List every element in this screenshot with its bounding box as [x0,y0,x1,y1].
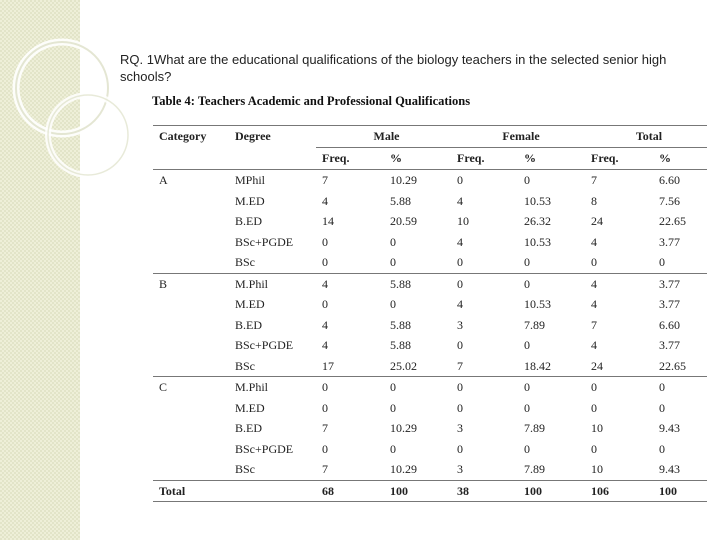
total-cell-male-percent: 100 [384,480,451,502]
cell-total-freq: 4 [591,338,597,352]
cell-male-percent: 5.88 [390,193,411,208]
cell-male-freq: 0 [322,255,328,269]
cell-total-percent: 0 [659,441,665,456]
subheader-total-percent: % [653,148,707,170]
table-row [153,439,707,460]
cell-total-percent: 3.77 [659,234,680,249]
table-body [153,170,707,502]
cell-female-freq: 0 [457,400,463,415]
cell-total-freq: 4 [591,234,597,249]
cell-female-freq: 10 [457,214,469,228]
table-row [153,252,707,273]
research-question: RQ. 1What are the educational qualifications of the biology teachers in the selected senior high schools? [120,52,667,84]
cell-category [153,294,229,315]
cell-female-percent: 0 [524,338,530,352]
cell-male-percent: 5.88 [390,338,411,352]
cell-category: C [153,377,229,398]
cell-female-percent: 26.32 [524,214,551,228]
cell-female-freq: 0 [457,173,463,187]
cell-female-freq: 0 [451,377,518,398]
cell-category [153,232,229,253]
table-row [153,191,707,212]
cell-category [153,191,229,212]
subheader-male-percent: % [384,148,451,170]
cell-male-percent: 10.29 [390,173,417,187]
cell-category: A [159,173,168,187]
cell-female-freq: 0 [451,273,518,294]
table-row [153,273,707,294]
cell-male-freq: 17 [322,358,334,373]
cell-male-percent: 0 [390,255,396,269]
table-total-row [153,480,707,502]
cell-total-percent: 9.43 [659,462,680,476]
cell-degree: B.ED [235,214,262,228]
cell-degree: M.ED [235,400,265,415]
cell-total-freq: 24 [591,214,603,228]
cell-total-percent: 3.77 [659,338,680,352]
cell-male-freq: 0 [316,377,384,398]
cell-total-percent: 3.77 [659,297,680,311]
cell-total-freq: 7 [591,317,597,332]
cell-degree: BSc [235,255,256,269]
cell-category: B [153,273,229,294]
cell-category [153,315,229,336]
cell-female-freq: 0 [457,441,463,456]
cell-male-freq: 4 [322,317,328,332]
cell-total-freq: 0 [585,377,653,398]
column-group-female: Female [451,126,585,148]
cell-male-percent: 25.02 [390,358,417,373]
cell-degree: M.Phil [229,377,316,398]
table-title: Table 4: Teachers Academic and Professional Qualifications [152,94,471,108]
cell-male-freq: 7 [322,462,328,476]
cell-male-percent: 0 [384,377,451,398]
cell-female-percent: 0 [518,273,585,294]
cell-female-freq: 3 [457,317,463,332]
table-row [153,170,707,191]
cell-total-percent: 0 [659,400,665,415]
cell-male-percent: 0 [390,297,396,311]
table-row [153,335,707,356]
table-row [153,232,707,253]
qualifications-table [153,125,707,502]
cell-female-percent: 0 [524,173,530,187]
cell-total-freq: 24 [591,358,603,373]
cell-female-freq: 0 [457,338,463,352]
subheader-male-freq: Freq. [316,148,384,170]
cell-male-percent: 5.88 [384,273,451,294]
cell-total-freq: 8 [591,193,597,208]
cell-female-freq: 4 [457,297,463,311]
cell-male-freq: 14 [322,214,334,228]
cell-degree: M.ED [235,193,265,208]
decorative-sidebar [0,0,80,540]
cell-male-percent: 5.88 [390,317,411,332]
cell-total-freq: 0 [591,255,597,269]
total-cell-category: Total [153,480,229,502]
cell-female-percent: 0 [518,377,585,398]
cell-male-freq: 0 [322,441,328,456]
cell-male-freq: 0 [322,234,328,249]
cell-total-freq: 4 [591,297,597,311]
total-cell-total-percent: 100 [653,480,707,502]
cell-category [153,211,229,232]
cell-total-percent: 22.65 [659,358,686,373]
cell-male-freq: 0 [322,400,328,415]
cell-category [153,439,229,460]
cell-degree: BSc [235,462,256,476]
cell-male-percent: 0 [390,234,396,249]
table-row [153,315,707,336]
cell-category [153,459,229,480]
cell-degree: B.ED [235,421,262,435]
cell-female-percent: 10.53 [524,234,551,249]
cell-female-percent: 0 [524,255,530,269]
subheader-female-percent: % [518,148,585,170]
cell-female-percent: 10.53 [524,193,551,208]
subheader-blank [229,148,316,170]
cell-male-freq: 7 [322,173,328,187]
cell-male-freq: 4 [322,193,328,208]
cell-male-percent: 0 [390,441,396,456]
cell-female-freq: 4 [457,234,463,249]
table-row [153,211,707,232]
cell-total-percent: 7.56 [659,193,680,208]
column-group-male: Male [316,126,451,148]
column-header-category: Category [153,126,229,148]
cell-degree: BSc+PGDE [235,234,294,249]
cell-total-freq: 4 [585,273,653,294]
cell-female-freq: 7 [457,358,463,373]
subheader-total-freq: Freq. [585,148,653,170]
table-subheader-row [153,148,707,170]
cell-category [153,418,229,439]
cell-category [153,398,229,419]
cell-total-percent: 22.65 [659,214,686,228]
table-row [153,418,707,439]
cell-total-freq: 7 [591,173,597,187]
cell-total-freq: 10 [591,462,603,476]
cell-female-freq: 0 [457,255,463,269]
cell-female-percent: 0 [524,400,530,415]
cell-male-percent: 10.29 [390,462,417,476]
cell-female-percent: 7.89 [524,317,545,332]
cell-female-percent: 7.89 [524,462,545,476]
cell-total-freq: 10 [591,421,603,435]
cell-female-percent: 0 [524,441,530,456]
cell-degree: BSc+PGDE [235,441,294,456]
cell-total-percent: 3.77 [653,273,707,294]
cell-male-freq: 0 [322,297,328,311]
cell-female-percent: 10.53 [524,297,551,311]
table-row [153,377,707,398]
cell-male-percent: 20.59 [390,214,417,228]
total-cell-female-percent: 100 [518,480,585,502]
table-group-header-row [153,126,707,148]
cell-total-percent: 9.43 [659,421,680,435]
table-row [153,398,707,419]
cell-degree: BSc+PGDE [235,338,294,352]
cell-male-percent: 0 [390,400,396,415]
cell-female-percent: 7.89 [524,421,545,435]
table-row [153,459,707,480]
cell-female-freq: 3 [457,462,463,476]
cell-female-freq: 3 [457,421,463,435]
total-cell-total-freq: 106 [585,480,653,502]
cell-male-freq: 4 [322,338,328,352]
cell-degree: M.ED [235,297,265,311]
cell-male-freq: 4 [316,273,384,294]
subheader-blank [153,148,229,170]
cell-category [153,335,229,356]
column-header-degree: Degree [229,126,316,148]
cell-total-freq: 0 [591,400,597,415]
cell-female-freq: 4 [457,193,463,208]
table-row [153,356,707,377]
subheader-female-freq: Freq. [451,148,518,170]
cell-total-percent: 0 [659,255,665,269]
total-cell-degree [229,480,316,502]
cell-total-percent: 6.60 [659,173,680,187]
total-cell-male-freq: 68 [316,480,384,502]
cell-degree: MPhil [235,173,266,187]
cell-category [153,252,229,273]
cell-total-percent: 6.60 [659,317,680,332]
column-group-total: Total [585,126,707,148]
total-cell-female-freq: 38 [451,480,518,502]
table-row [153,294,707,315]
cell-female-percent: 18.42 [524,358,551,373]
cell-category [153,356,229,377]
cell-degree: M.Phil [229,273,316,294]
cell-total-freq: 0 [591,441,597,456]
cell-male-freq: 7 [322,421,328,435]
cell-total-percent: 0 [653,377,707,398]
cell-male-percent: 10.29 [390,421,417,435]
cell-degree: BSc [235,358,256,373]
cell-degree: B.ED [235,317,262,332]
